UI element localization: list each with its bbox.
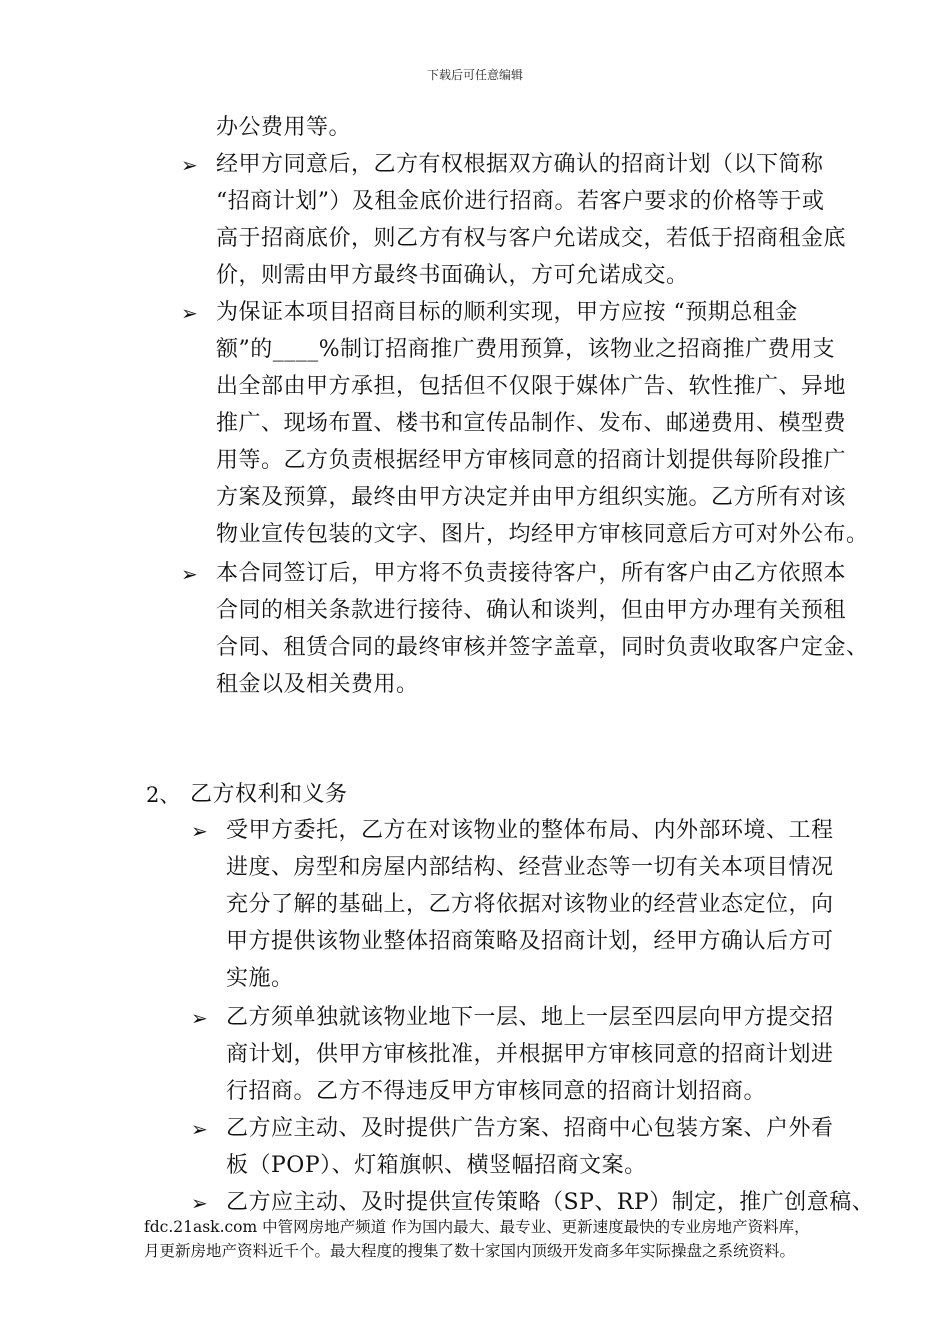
bullet-arrow-icon: ➢ [181,153,198,177]
item-line: 合同、租赁合同的最终审核并签字盖章，同时负责收取客户定金、 [216,635,869,660]
footer-line: fdc.21ask.com 中管网房地产频道 作为国内最大、最专业、更新速度最快的专业房地产资料库， [144,1218,810,1236]
item-line: 进度、房型和房屋内部结构、经营业态等一切有关本项目情况 [226,855,834,880]
bullet-arrow-icon: ➢ [181,301,198,325]
item-line: 推广、现场布置、楼书和宣传品制作、发布、邮递费用、模型费 [216,411,847,436]
item-line: 充分了解的基础上，乙方将依据对该物业的经营业态定位，向 [226,892,834,917]
item-line: 价，则需由甲方最终书面确认，方可允诺成交。 [216,263,689,288]
section-number: 2、 [146,783,181,807]
item-line: 本合同签订后，甲方将不负责接待客户，所有客户由乙方依照本 [216,561,847,586]
item-line: 用等。乙方负责根据经甲方审核同意的招商计划提供每阶段推广 [216,448,847,473]
item-line: 为保证本项目招商目标的顺利实现，甲方应按 “预期总租金 [216,300,798,325]
section-title: 乙方权利和义务 [190,782,348,807]
item-line: 甲方提供该物业整体招商策略及招商计划，经甲方确认后方可 [226,929,834,954]
item-line: 出全部由甲方承担，包括但不仅限于媒体广告、软性推广、异地 [216,374,847,399]
item-line: 行招商。乙方不得违反甲方审核同意的招商计划招商。 [226,1079,767,1104]
item-line: 额”的____%制订招商推广费用预算，该物业之招商推广费用支 [216,337,836,362]
item-line: 乙方应主动、及时提供宣传策略（SP、RP）制定，推广创意稿、 [226,1190,875,1215]
item-line: 物业宣传包装的文字、图片，均经甲方审核同意后方可对外公布。 [216,522,869,547]
bullet-arrow-icon: ➢ [191,819,208,843]
bullet-arrow-icon: ➢ [181,562,198,586]
item-line: 经甲方同意后，乙方有权根据双方确认的招商计划（以下简称 [216,152,824,177]
item-line: 合同的相关条款进行接待、确认和谈判，但由甲方办理有关预租 [216,598,847,623]
item-line: 受甲方委托，乙方在对该物业的整体布局、内外部环境、工程 [226,818,834,843]
bullet-arrow-icon: ➢ [191,1191,208,1215]
continuation-line: 办公费用等。 [216,115,352,140]
page-header-note: 下载后可任意编辑 [426,68,523,82]
item-line: 板（POP）、灯箱旗帜、横竖幅招商文案。 [226,1153,647,1178]
item-line: 商计划，供甲方审核批准，并根据甲方审核同意的招商计划进 [226,1042,834,1067]
item-line: 乙方须单独就该物业地下一层、地上一层至四层向甲方提交招 [226,1005,834,1030]
item-line: 高于招商底价，则乙方有权与客户允诺成交，若低于招商租金底 [216,226,847,251]
item-line: 实施。 [226,966,294,991]
item-line: “招商计划”）及租金底价进行招商。若客户要求的价格等于或 [216,189,825,214]
item-line: 方案及预算，最终由甲方决定并由甲方组织实施。乙方所有对该 [216,485,847,510]
bullet-arrow-icon: ➢ [191,1117,208,1141]
bullet-arrow-icon: ➢ [191,1006,208,1030]
item-line: 租金以及相关费用。 [216,672,419,697]
item-line: 乙方应主动、及时提供广告方案、招商中心包装方案、户外看 [226,1116,834,1141]
footer-line: 月更新房地产资料近千个。最大程度的搜集了数十家国内顶级开发商多年实际操盘之系统资料。 [144,1242,796,1260]
